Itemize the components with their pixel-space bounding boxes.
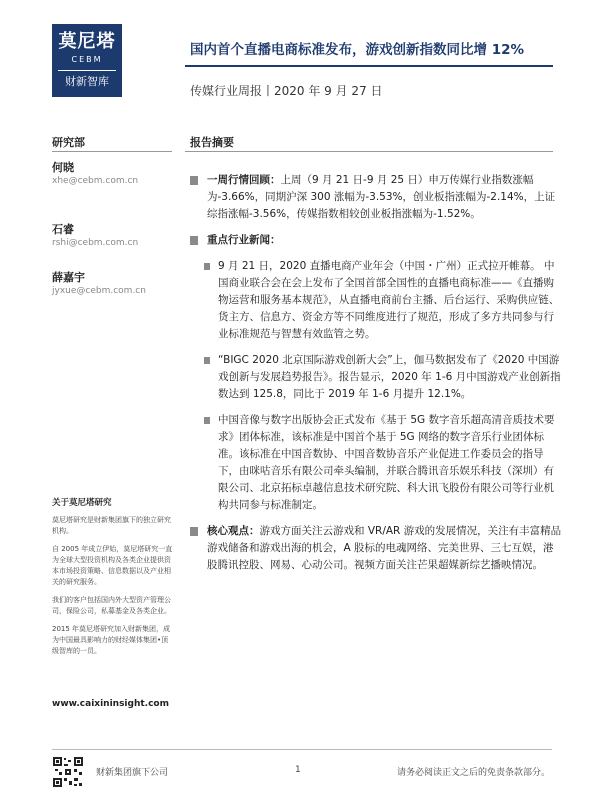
bullet-square-icon [204,357,210,364]
website-link[interactable]: www.caixininsight.com [52,699,169,709]
report-title: 国内首个直播电商标准发布，游戏创新指数同比增 12% [190,42,525,58]
summary-bullet [190,232,562,249]
news-item [190,352,562,403]
news-item [190,412,562,514]
header-divider [185,65,553,67]
about-paragraph: 莫尼塔研究是财新集团旗下的独立研究机构。 [52,516,171,535]
summary-label: 报告摘要 [190,136,234,149]
bullet-square-icon [204,263,210,270]
logo-caixin: 财新智库 [65,75,109,88]
footer-disclaimer: 请务必阅读正文之后的免责条款部分。 [397,768,551,778]
summary-divider [185,151,553,152]
analyst-name: 何晓 [52,161,74,174]
analyst-card [52,222,172,250]
about-paragraph: 自 2005 年成立伊始，莫尼塔研究一直为全球大型投资机构及各类企业提供资本市场投资策略、信息数据以及产业相关的研究服务。 [52,545,173,586]
footer-divider [52,749,552,750]
sidebar-divider [52,151,172,152]
logo-divider [58,70,116,71]
logo-chinese-name: 莫尼塔 [58,31,116,52]
analyst-name: 石睿 [52,223,74,236]
summary-bullet [190,172,562,223]
about-section [52,498,174,664]
news-text: “BIGC 2020 北京国际游戏创新大会”上，伽马数据发布了《2020 中国游戏创新与发展趋势报告》。报告显示，2020 年 1-6 月中国游戏产业创新指数达到 125.8，同比于 2019 年 1-6 月提升 12.1%。 [218,354,561,400]
cebm-logo [52,24,122,97]
analyst-email[interactable]: rshi@cebm.com.cn [52,238,139,248]
about-title: 关于莫尼塔研究 [52,498,112,508]
page-number: 1 [295,765,301,775]
bullet-square-icon [190,236,198,245]
news-item [190,258,562,343]
report-subtitle: 传媒行业周报丨2020 年 9 月 27 日 [190,84,383,98]
bullet-lead: 核心观点： [207,525,260,537]
news-text: 9 月 21 日，2020 直播电商产业年会（中国・广州）正式拉开帷幕。 中国商业联合会在会上发布了全国首部全国性的直播电商标准——《直播购物运营和服务基本规范》，从直播电商前台主播、后台运行、采购供应链、货主方、信息方、资金方等不同维度进行了规范，形成了多方共同参与行业标准规范与智慧有效监管之势。 [218,260,560,340]
research-dept-label: 研究部 [52,136,85,149]
about-paragraph: 我们的客户包括国内外大型资产管理公司，保险公司，私募基金及各类企业。 [52,596,171,615]
footer-company: 财新集团旗下公司 [96,768,169,778]
report-summary [190,172,562,583]
bullet-lead: 一周行情回顾： [207,174,281,186]
summary-bullet [190,523,562,574]
bullet-lead: 重点行业新闻： [207,234,281,246]
analyst-email[interactable]: jyxue@cebm.com.cn [52,286,146,296]
bullet-square-icon [204,417,210,424]
analyst-email[interactable]: xhe@cebm.com.cn [52,176,139,186]
news-text: 中国音像与数字出版协会正式发布《基于 5G 数字音乐超高清音质技术要求》团体标准，该标准是中国首个基于 5G 网络的数字音乐行业团体标准。该标准在中国音数协、中国音数协音乐产业促进工作委员会的指导下，由咪咕音乐有限公司牵头编制，并联合腾讯音乐娱乐科技（深圳）有限公司、北京拓标卓越信息技术研究院、科大讯飞股份有限公司等行业机构共同参与标准制定。 [218,414,555,511]
bullet-square-icon [190,527,198,536]
analyst-card [52,270,172,298]
qr-code-icon [52,756,84,788]
bullet-text: 上周（9 月 21 日-9 月 25 日）申万传媒行业指数涨幅为-3.66%，同期沪深 300 涨幅为-3.53%，创业板指涨幅为-2.14%，上证综指涨幅-3.56%，传媒指数相较创业板指涨幅为-1.52%。 [207,174,556,220]
bullet-text: 游戏方面关注云游戏和 VR/AR 游戏的发展情况，关注有丰富精品游戏储备和游戏出海的机会，A 股标的电魂网络、完美世界、三七互娱，港股腾讯控股、网易、心动公司。视频方面关注芒果超媒新综艺播映情况。 [207,525,562,571]
analyst-card [52,160,172,188]
logo-cebm: CEBM [71,55,103,64]
analyst-name: 薛嘉宇 [52,271,85,284]
bullet-square-icon [190,176,198,185]
about-paragraph: 2015 年莫尼塔研究加入财新集团，成为中国最具影响力的财经媒体集团•顶级智库的一员。 [52,625,171,655]
